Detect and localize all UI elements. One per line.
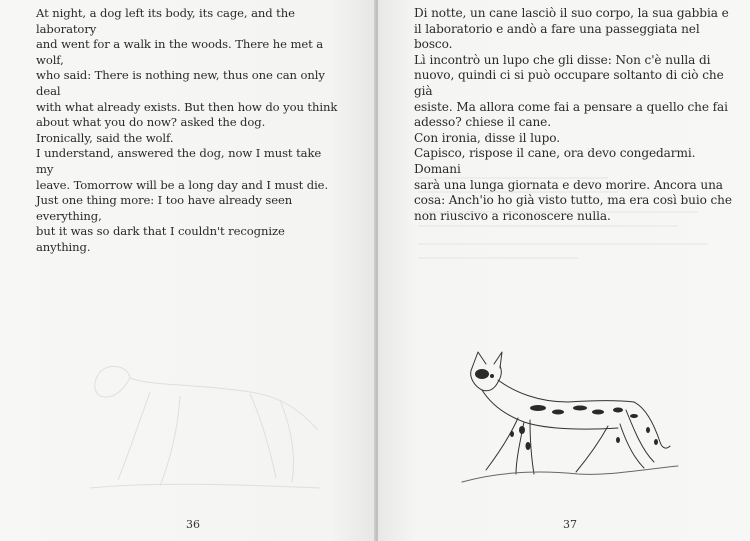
page-number-right: 37 bbox=[563, 518, 577, 531]
italian-text: Di notte, un cane lasciò il suo corpo, la sua gabbia e il laboratorio e andò a fare una passeggiata nel bosco. Lì incontrò un lupo che gli disse: Non c'è nulla di nuovo, quindi ci si può occupare soltanto di ciò che già esiste. Ma allora come fai a pensare a quello che fai adesso? chiese il cane. Con ironia, disse il lupo. Capisco, rispose il cane, ora devo congedarmi. Domani sarà una lunga giornata e devo morire. Ancora una cosa: Anch'io ho già visto tutto, ma era così buio che non riuscivo a riconoscere nulla. bbox=[414, 6, 732, 223]
english-text: At night, a dog left its body, its cage, and the laboratory and went for a walk in the woods. There he met a wolf, who said: There is nothing new, thus one can only deal with what already exists. But then how do you think about what you do now? asked the dog. Ironically, said the wolf. I understand, answered the dog, now I must take my leave. Tomorrow will be a long day and I must die. Just one thing more: I too have already seen everything, but it was so dark that I couldn't recognize anything. bbox=[36, 6, 338, 254]
right-page bbox=[378, 0, 750, 541]
dog-illustration bbox=[458, 350, 688, 490]
page-number-left: 36 bbox=[186, 518, 200, 531]
